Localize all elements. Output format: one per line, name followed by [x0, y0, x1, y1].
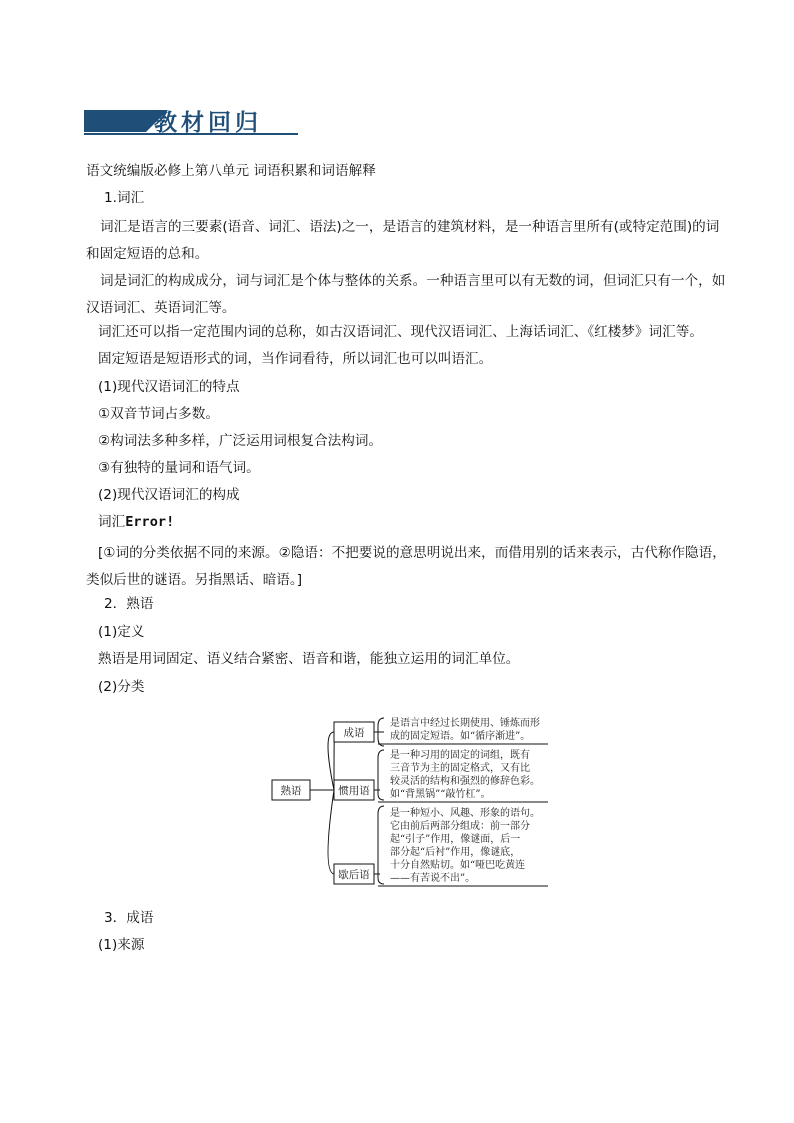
connector [328, 790, 334, 874]
desc-line: 是一种短小、风趣、形象的语句。 [390, 808, 540, 819]
desc-line: 较灵活的结构和强烈的修辞色彩。 [390, 776, 540, 787]
feature-1: ①双音节词占多数。 [98, 406, 219, 422]
paragraph-1: 词汇是语言的三要素(语音、词汇、语法)之一，是语言的建筑材料，是一种语言里所有(或特定范围)的词和固定短语的总和。 [86, 219, 720, 262]
source-line: 语文统编版必修上第八单元 词语积累和词语解释 [86, 163, 376, 179]
desc-line: 部分起“后衬”作用，像谜底， [390, 847, 521, 858]
banner-bar [84, 110, 146, 132]
desc-line: 如“背黑锅”“敲竹杠”。 [390, 789, 491, 800]
subsection-2-2: (2)分类 [98, 679, 145, 695]
definition-paragraph: 熟语是用词固定、语义结合紧密、语音和谐，能独立运用的词汇单位。 [98, 651, 520, 667]
desc-line: 十分自然贴切。如“哑巴吃黄连 [390, 860, 526, 871]
feature-3: ③有独特的量词和语气词。 [98, 460, 260, 476]
feature-2: ②构词法多种多样，广泛运用词根复合法构词。 [98, 433, 383, 449]
subsection-2-1: (1)定义 [98, 624, 145, 640]
brace [378, 806, 384, 884]
composition-line [98, 513, 174, 531]
paragraph-4: 固定短语是短语形式的词，当作词看待，所以词汇也可以叫语汇。 [98, 351, 493, 367]
note-paragraph: [①词的分类依据不同的来源。②隐语：不把要说的意思明说出来，而借用别的话来表示，古代称作隐语，类似后世的谜语。另指黑话、暗语。] [86, 545, 726, 588]
section-3-title: 3．成语 [104, 910, 154, 926]
paragraph-3: 词汇还可以指一定范围内词的总称，如古汉语词汇、现代汉语词汇、上海话词汇、《红楼梦》词汇等。 [98, 324, 703, 340]
branch-label: 惯用语 [338, 785, 370, 797]
desc-line: ——有苦说不出”。 [390, 873, 476, 884]
desc-line: 成的固定短语。如“循序渐进”。 [390, 731, 531, 742]
section-1-title: 1.词汇 [104, 190, 145, 206]
desc-line: 是语言中经过长期使用、锤炼而形 [390, 718, 540, 729]
subsection-1-1: (1)现代汉语词汇的特点 [98, 379, 240, 395]
desc-line: 起“引子”作用，像谜面，后一 [390, 834, 521, 845]
banner-title: 教材回归 [154, 109, 262, 136]
section-banner [84, 104, 300, 138]
composition-error: Error! [125, 514, 175, 530]
subsection-1-2: (2)现代汉语词汇的构成 [98, 487, 240, 503]
subsection-3-1: (1)来源 [98, 937, 145, 953]
connector [328, 732, 334, 790]
desc-line: 三音节为主的固定格式，又有比 [390, 763, 530, 774]
composition-prefix: 词汇 [98, 514, 126, 530]
root-label: 熟语 [280, 785, 302, 797]
branch-label: 成语 [343, 727, 365, 739]
section-2-title: 2．熟语 [104, 596, 154, 612]
idiom-classification-diagram [270, 712, 550, 888]
desc-line: 它由前后两部分组成：前一部分 [390, 821, 530, 832]
brace [378, 750, 384, 800]
branch-label: 歇后语 [338, 869, 370, 881]
desc-line: 是一种习用的固定的词组，既有 [390, 750, 530, 761]
paragraph-2: 词是词汇的构成成分，词与词汇是个体与整体的关系。一种语言里可以有无数的词，但词汇只有一个，如汉语词汇、英语词汇等。 [86, 273, 726, 316]
